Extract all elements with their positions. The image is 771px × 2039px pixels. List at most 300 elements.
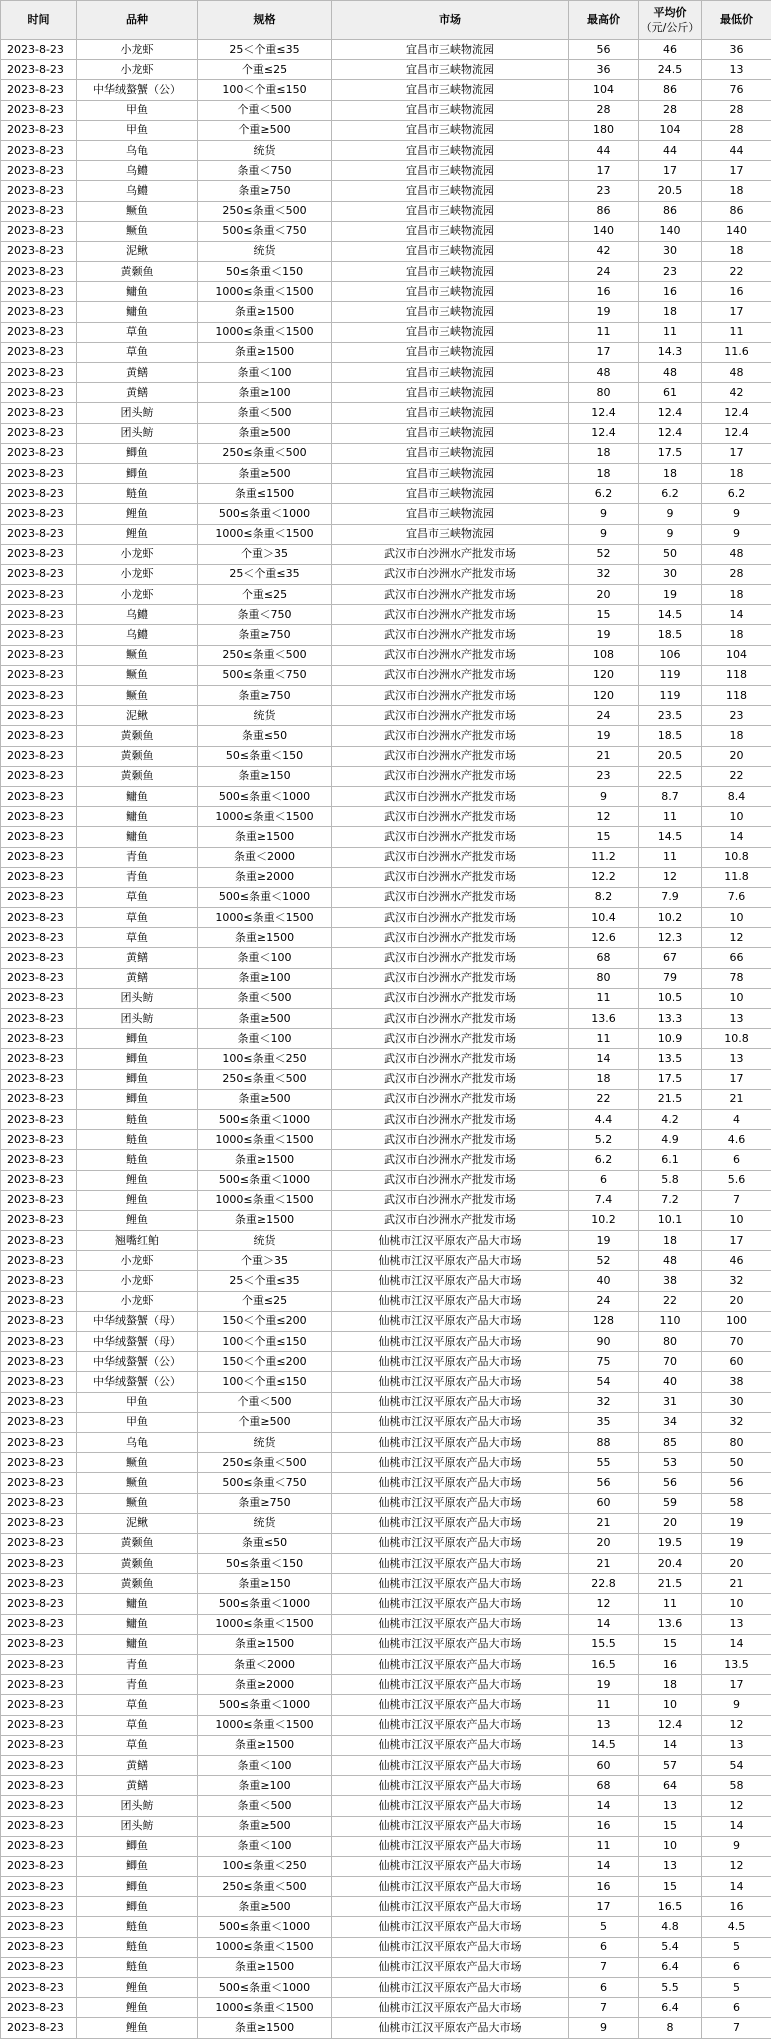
avg-price-cell: 34 bbox=[639, 1412, 702, 1432]
variety-cell: 草鱼 bbox=[77, 928, 198, 948]
avg-price-cell: 12.4 bbox=[639, 1715, 702, 1735]
max-price-cell: 7 bbox=[569, 1957, 639, 1977]
min-price-cell: 48 bbox=[702, 363, 771, 383]
spec-cell: 500≤条重＜750 bbox=[198, 221, 332, 241]
max-price-cell: 4.4 bbox=[569, 1109, 639, 1129]
date-cell: 2023-8-23 bbox=[1, 807, 77, 827]
variety-cell: 小龙虾 bbox=[77, 544, 198, 564]
market-cell: 武汉市白沙洲水产批发市场 bbox=[332, 1109, 569, 1129]
table-row bbox=[1, 524, 771, 544]
variety-cell: 泥鳅 bbox=[77, 241, 198, 261]
max-price-cell: 17 bbox=[569, 161, 639, 181]
spec-cell: 条重≥100 bbox=[198, 968, 332, 988]
avg-price-cell: 106 bbox=[639, 645, 702, 665]
min-price-cell: 76 bbox=[702, 80, 771, 100]
min-price-cell: 12.4 bbox=[702, 423, 771, 443]
max-price-cell: 56 bbox=[569, 40, 639, 60]
min-price-cell: 7.6 bbox=[702, 887, 771, 907]
market-cell: 仙桃市江汉平原农产品大市场 bbox=[332, 1917, 569, 1937]
max-price-cell: 6 bbox=[569, 1937, 639, 1957]
date-cell: 2023-8-23 bbox=[1, 524, 77, 544]
table-row bbox=[1, 1695, 771, 1715]
market-cell: 宜昌市三峡物流园 bbox=[332, 241, 569, 261]
spec-cell: 条重≥500 bbox=[198, 1089, 332, 1109]
variety-cell: 鲫鱼 bbox=[77, 1836, 198, 1856]
min-price-cell: 22 bbox=[702, 262, 771, 282]
date-cell: 2023-8-23 bbox=[1, 1796, 77, 1816]
table-row bbox=[1, 1412, 771, 1432]
market-cell: 仙桃市江汉平原农产品大市场 bbox=[332, 1432, 569, 1452]
variety-cell: 甲鱼 bbox=[77, 100, 198, 120]
date-cell: 2023-8-23 bbox=[1, 403, 77, 423]
market-cell: 武汉市白沙洲水产批发市场 bbox=[332, 645, 569, 665]
market-cell: 仙桃市江汉平原农产品大市场 bbox=[332, 1957, 569, 1977]
spec-cell: 500≤条重＜1000 bbox=[198, 504, 332, 524]
max-price-cell: 16 bbox=[569, 1877, 639, 1897]
avg-price-cell: 13.5 bbox=[639, 1049, 702, 1069]
max-price-cell: 120 bbox=[569, 665, 639, 685]
min-price-cell: 6.2 bbox=[702, 484, 771, 504]
table-row bbox=[1, 1150, 771, 1170]
market-cell: 武汉市白沙洲水产批发市场 bbox=[332, 867, 569, 887]
date-cell: 2023-8-23 bbox=[1, 1856, 77, 1876]
min-price-cell: 4.5 bbox=[702, 1917, 771, 1937]
avg-price-cell: 18.5 bbox=[639, 726, 702, 746]
max-price-cell: 14.5 bbox=[569, 1735, 639, 1755]
min-price-cell: 19 bbox=[702, 1533, 771, 1553]
market-cell: 仙桃市江汉平原农产品大市场 bbox=[332, 1755, 569, 1775]
variety-cell: 黄颡鱼 bbox=[77, 1533, 198, 1553]
min-price-cell: 20 bbox=[702, 1554, 771, 1574]
spec-cell: 统货 bbox=[198, 241, 332, 261]
table-row bbox=[1, 1614, 771, 1634]
header-row bbox=[1, 1, 771, 40]
spec-cell: 条重≥750 bbox=[198, 686, 332, 706]
spec-cell: 条重≥150 bbox=[198, 766, 332, 786]
market-cell: 武汉市白沙洲水产批发市场 bbox=[332, 1029, 569, 1049]
table-row bbox=[1, 484, 771, 504]
max-price-cell: 24 bbox=[569, 262, 639, 282]
max-price-cell: 12.4 bbox=[569, 403, 639, 423]
variety-cell: 中华绒螯蟹（公） bbox=[77, 1352, 198, 1372]
variety-cell: 鲢鱼 bbox=[77, 1917, 198, 1937]
header-avg-label: 平均价 bbox=[654, 6, 687, 19]
table-row bbox=[1, 423, 771, 443]
spec-cell: 1000≤条重＜1500 bbox=[198, 1190, 332, 1210]
market-cell: 仙桃市江汉平原农产品大市场 bbox=[332, 1271, 569, 1291]
market-cell: 宜昌市三峡物流园 bbox=[332, 201, 569, 221]
date-cell: 2023-8-23 bbox=[1, 443, 77, 463]
market-cell: 武汉市白沙洲水产批发市场 bbox=[332, 585, 569, 605]
spec-cell: 25＜个重≤35 bbox=[198, 1271, 332, 1291]
max-price-cell: 16.5 bbox=[569, 1655, 639, 1675]
min-price-cell: 7 bbox=[702, 2018, 771, 2038]
market-cell: 仙桃市江汉平原农产品大市场 bbox=[332, 1533, 569, 1553]
spec-cell: 100≤条重＜250 bbox=[198, 1049, 332, 1069]
spec-cell: 条重＜2000 bbox=[198, 1655, 332, 1675]
table-row bbox=[1, 867, 771, 887]
avg-price-cell: 48 bbox=[639, 1251, 702, 1271]
date-cell: 2023-8-23 bbox=[1, 1170, 77, 1190]
market-cell: 武汉市白沙洲水产批发市场 bbox=[332, 665, 569, 685]
min-price-cell: 21 bbox=[702, 1089, 771, 1109]
date-cell: 2023-8-23 bbox=[1, 181, 77, 201]
max-price-cell: 32 bbox=[569, 1392, 639, 1412]
variety-cell: 青鱼 bbox=[77, 1675, 198, 1695]
date-cell: 2023-8-23 bbox=[1, 161, 77, 181]
min-price-cell: 38 bbox=[702, 1372, 771, 1392]
max-price-cell: 54 bbox=[569, 1372, 639, 1392]
table-row bbox=[1, 827, 771, 847]
spec-cell: 250≤条重＜500 bbox=[198, 1453, 332, 1473]
market-cell: 仙桃市江汉平原农产品大市场 bbox=[332, 1937, 569, 1957]
variety-cell: 乌龟 bbox=[77, 140, 198, 160]
variety-cell: 鳜鱼 bbox=[77, 686, 198, 706]
max-price-cell: 15 bbox=[569, 605, 639, 625]
market-cell: 仙桃市江汉平原农产品大市场 bbox=[332, 1816, 569, 1836]
max-price-cell: 19 bbox=[569, 1675, 639, 1695]
table-row bbox=[1, 1735, 771, 1755]
avg-price-cell: 119 bbox=[639, 686, 702, 706]
avg-price-cell: 10.9 bbox=[639, 1029, 702, 1049]
min-price-cell: 7 bbox=[702, 1190, 771, 1210]
variety-cell: 团头鲂 bbox=[77, 1009, 198, 1029]
date-cell: 2023-8-23 bbox=[1, 1816, 77, 1836]
min-price-cell: 6 bbox=[702, 1150, 771, 1170]
table-row bbox=[1, 1836, 771, 1856]
market-cell: 仙桃市江汉平原农产品大市场 bbox=[332, 1453, 569, 1473]
market-cell: 仙桃市江汉平原农产品大市场 bbox=[332, 1655, 569, 1675]
spec-cell: 500≤条重＜750 bbox=[198, 665, 332, 685]
avg-price-cell: 8.7 bbox=[639, 786, 702, 806]
min-price-cell: 18 bbox=[702, 726, 771, 746]
date-cell: 2023-8-23 bbox=[1, 585, 77, 605]
variety-cell: 青鱼 bbox=[77, 1655, 198, 1675]
market-cell: 武汉市白沙洲水产批发市场 bbox=[332, 948, 569, 968]
table-row bbox=[1, 625, 771, 645]
date-cell: 2023-8-23 bbox=[1, 1210, 77, 1230]
variety-cell: 甲鱼 bbox=[77, 1392, 198, 1412]
max-price-cell: 9 bbox=[569, 504, 639, 524]
variety-cell: 鲤鱼 bbox=[77, 1998, 198, 2018]
market-cell: 仙桃市江汉平原农产品大市场 bbox=[332, 1836, 569, 1856]
min-price-cell: 9 bbox=[702, 1836, 771, 1856]
table-row bbox=[1, 1554, 771, 1574]
spec-cell: 250≤条重＜500 bbox=[198, 443, 332, 463]
spec-cell: 50≤条重＜150 bbox=[198, 1554, 332, 1574]
table-row bbox=[1, 1493, 771, 1513]
spec-cell: 1000≤条重＜1500 bbox=[198, 1130, 332, 1150]
min-price-cell: 28 bbox=[702, 564, 771, 584]
avg-price-cell: 18 bbox=[639, 463, 702, 483]
table-row bbox=[1, 40, 771, 60]
market-cell: 武汉市白沙洲水产批发市场 bbox=[332, 1150, 569, 1170]
table-row bbox=[1, 968, 771, 988]
max-price-cell: 17 bbox=[569, 1897, 639, 1917]
market-cell: 宜昌市三峡物流园 bbox=[332, 423, 569, 443]
min-price-cell: 50 bbox=[702, 1453, 771, 1473]
max-price-cell: 20 bbox=[569, 585, 639, 605]
market-cell: 宜昌市三峡物流园 bbox=[332, 342, 569, 362]
variety-cell: 鲢鱼 bbox=[77, 1957, 198, 1977]
table-row bbox=[1, 706, 771, 726]
table-body bbox=[1, 40, 771, 2039]
max-price-cell: 42 bbox=[569, 241, 639, 261]
variety-cell: 鳙鱼 bbox=[77, 786, 198, 806]
date-cell: 2023-8-23 bbox=[1, 1432, 77, 1452]
table-row bbox=[1, 1311, 771, 1331]
market-cell: 仙桃市江汉平原农产品大市场 bbox=[332, 1412, 569, 1432]
min-price-cell: 10 bbox=[702, 1594, 771, 1614]
max-price-cell: 104 bbox=[569, 80, 639, 100]
spec-cell: 500≤条重＜1000 bbox=[198, 1594, 332, 1614]
date-cell: 2023-8-23 bbox=[1, 988, 77, 1008]
table-row bbox=[1, 1957, 771, 1977]
spec-cell: 条重≥750 bbox=[198, 181, 332, 201]
min-price-cell: 11 bbox=[702, 322, 771, 342]
table-row bbox=[1, 1856, 771, 1876]
avg-price-cell: 48 bbox=[639, 363, 702, 383]
min-price-cell: 10 bbox=[702, 908, 771, 928]
date-cell: 2023-8-23 bbox=[1, 1655, 77, 1675]
max-price-cell: 6 bbox=[569, 1170, 639, 1190]
avg-price-cell: 70 bbox=[639, 1352, 702, 1372]
spec-cell: 条重≥500 bbox=[198, 1009, 332, 1029]
spec-cell: 500≤条重＜1000 bbox=[198, 1170, 332, 1190]
min-price-cell: 17 bbox=[702, 302, 771, 322]
min-price-cell: 23 bbox=[702, 706, 771, 726]
min-price-cell: 44 bbox=[702, 140, 771, 160]
table-row bbox=[1, 282, 771, 302]
header-min-price: 最低价 bbox=[702, 1, 771, 40]
min-price-cell: 5 bbox=[702, 1978, 771, 1998]
avg-price-cell: 6.4 bbox=[639, 1957, 702, 1977]
spec-cell: 个重≤25 bbox=[198, 585, 332, 605]
table-row bbox=[1, 383, 771, 403]
max-price-cell: 19 bbox=[569, 1231, 639, 1251]
market-cell: 宜昌市三峡物流园 bbox=[332, 100, 569, 120]
spec-cell: 条重＜750 bbox=[198, 161, 332, 181]
date-cell: 2023-8-23 bbox=[1, 1594, 77, 1614]
market-cell: 宜昌市三峡物流园 bbox=[332, 363, 569, 383]
avg-price-cell: 30 bbox=[639, 241, 702, 261]
max-price-cell: 22 bbox=[569, 1089, 639, 1109]
date-cell: 2023-8-23 bbox=[1, 1614, 77, 1634]
min-price-cell: 12.4 bbox=[702, 403, 771, 423]
table-row bbox=[1, 1170, 771, 1190]
date-cell: 2023-8-23 bbox=[1, 262, 77, 282]
spec-cell: 条重＜750 bbox=[198, 605, 332, 625]
table-row bbox=[1, 585, 771, 605]
spec-cell: 500≤条重＜1000 bbox=[198, 1695, 332, 1715]
max-price-cell: 36 bbox=[569, 60, 639, 80]
min-price-cell: 18 bbox=[702, 463, 771, 483]
market-cell: 武汉市白沙洲水产批发市场 bbox=[332, 1190, 569, 1210]
spec-cell: 统货 bbox=[198, 1513, 332, 1533]
max-price-cell: 8.2 bbox=[569, 887, 639, 907]
market-cell: 武汉市白沙洲水产批发市场 bbox=[332, 887, 569, 907]
variety-cell: 青鱼 bbox=[77, 867, 198, 887]
spec-cell: 条重≤50 bbox=[198, 1533, 332, 1553]
spec-cell: 条重＜100 bbox=[198, 1029, 332, 1049]
table-row bbox=[1, 1897, 771, 1917]
min-price-cell: 30 bbox=[702, 1392, 771, 1412]
max-price-cell: 16 bbox=[569, 282, 639, 302]
market-cell: 宜昌市三峡物流园 bbox=[332, 322, 569, 342]
variety-cell: 草鱼 bbox=[77, 1695, 198, 1715]
date-cell: 2023-8-23 bbox=[1, 867, 77, 887]
avg-price-cell: 12.3 bbox=[639, 928, 702, 948]
avg-price-cell: 9 bbox=[639, 504, 702, 524]
date-cell: 2023-8-23 bbox=[1, 504, 77, 524]
max-price-cell: 15.5 bbox=[569, 1634, 639, 1654]
max-price-cell: 9 bbox=[569, 786, 639, 806]
table-row bbox=[1, 1271, 771, 1291]
spec-cell: 100＜个重≤150 bbox=[198, 1332, 332, 1352]
avg-price-cell: 12.4 bbox=[639, 423, 702, 443]
spec-cell: 统货 bbox=[198, 1231, 332, 1251]
table-row bbox=[1, 342, 771, 362]
variety-cell: 鲤鱼 bbox=[77, 2018, 198, 2038]
variety-cell: 黄颡鱼 bbox=[77, 766, 198, 786]
spec-cell: 条重≥500 bbox=[198, 423, 332, 443]
spec-cell: 1000≤条重＜1500 bbox=[198, 282, 332, 302]
max-price-cell: 11 bbox=[569, 1695, 639, 1715]
variety-cell: 黄鳝 bbox=[77, 1755, 198, 1775]
market-cell: 仙桃市江汉平原农产品大市场 bbox=[332, 1554, 569, 1574]
variety-cell: 鲫鱼 bbox=[77, 1069, 198, 1089]
max-price-cell: 140 bbox=[569, 221, 639, 241]
min-price-cell: 13 bbox=[702, 1735, 771, 1755]
date-cell: 2023-8-23 bbox=[1, 1453, 77, 1473]
max-price-cell: 23 bbox=[569, 766, 639, 786]
spec-cell: 条重＜100 bbox=[198, 363, 332, 383]
max-price-cell: 14 bbox=[569, 1796, 639, 1816]
min-price-cell: 14 bbox=[702, 1816, 771, 1836]
variety-cell: 鳙鱼 bbox=[77, 827, 198, 847]
spec-cell: 50≤条重＜150 bbox=[198, 262, 332, 282]
variety-cell: 鲢鱼 bbox=[77, 484, 198, 504]
date-cell: 2023-8-23 bbox=[1, 625, 77, 645]
table-row bbox=[1, 1796, 771, 1816]
min-price-cell: 118 bbox=[702, 686, 771, 706]
market-cell: 宜昌市三峡物流园 bbox=[332, 140, 569, 160]
avg-price-cell: 10 bbox=[639, 1836, 702, 1856]
max-price-cell: 21 bbox=[569, 1554, 639, 1574]
market-cell: 仙桃市江汉平原农产品大市场 bbox=[332, 1392, 569, 1412]
max-price-cell: 90 bbox=[569, 1332, 639, 1352]
variety-cell: 鲫鱼 bbox=[77, 1029, 198, 1049]
spec-cell: 条重≥750 bbox=[198, 1493, 332, 1513]
date-cell: 2023-8-23 bbox=[1, 100, 77, 120]
avg-price-cell: 21.5 bbox=[639, 1089, 702, 1109]
market-cell: 武汉市白沙洲水产批发市场 bbox=[332, 786, 569, 806]
avg-price-cell: 110 bbox=[639, 1311, 702, 1331]
avg-price-cell: 31 bbox=[639, 1392, 702, 1412]
variety-cell: 小龙虾 bbox=[77, 1251, 198, 1271]
min-price-cell: 11.8 bbox=[702, 867, 771, 887]
market-cell: 仙桃市江汉平原农产品大市场 bbox=[332, 1877, 569, 1897]
table-row bbox=[1, 181, 771, 201]
spec-cell: 500≤条重＜1000 bbox=[198, 1109, 332, 1129]
date-cell: 2023-8-23 bbox=[1, 120, 77, 140]
avg-price-cell: 20 bbox=[639, 1513, 702, 1533]
variety-cell: 鳙鱼 bbox=[77, 807, 198, 827]
market-cell: 武汉市白沙洲水产批发市场 bbox=[332, 988, 569, 1008]
table-row bbox=[1, 100, 771, 120]
spec-cell: 1000≤条重＜1500 bbox=[198, 807, 332, 827]
min-price-cell: 17 bbox=[702, 1231, 771, 1251]
max-price-cell: 24 bbox=[569, 1291, 639, 1311]
avg-price-cell: 28 bbox=[639, 100, 702, 120]
table-row bbox=[1, 908, 771, 928]
max-price-cell: 10.2 bbox=[569, 1210, 639, 1230]
avg-price-cell: 17 bbox=[639, 161, 702, 181]
market-cell: 宜昌市三峡物流园 bbox=[332, 484, 569, 504]
avg-price-cell: 85 bbox=[639, 1432, 702, 1452]
min-price-cell: 12 bbox=[702, 928, 771, 948]
market-cell: 武汉市白沙洲水产批发市场 bbox=[332, 686, 569, 706]
variety-cell: 小龙虾 bbox=[77, 1271, 198, 1291]
date-cell: 2023-8-23 bbox=[1, 60, 77, 80]
max-price-cell: 7.4 bbox=[569, 1190, 639, 1210]
date-cell: 2023-8-23 bbox=[1, 1271, 77, 1291]
spec-cell: 1000≤条重＜1500 bbox=[198, 1937, 332, 1957]
variety-cell: 黄颡鱼 bbox=[77, 1554, 198, 1574]
variety-cell: 翘嘴红鲌 bbox=[77, 1231, 198, 1251]
max-price-cell: 35 bbox=[569, 1412, 639, 1432]
market-cell: 武汉市白沙洲水产批发市场 bbox=[332, 847, 569, 867]
date-cell: 2023-8-23 bbox=[1, 1937, 77, 1957]
avg-price-cell: 19.5 bbox=[639, 1533, 702, 1553]
max-price-cell: 18 bbox=[569, 443, 639, 463]
min-price-cell: 4 bbox=[702, 1109, 771, 1129]
max-price-cell: 14 bbox=[569, 1856, 639, 1876]
spec-cell: 250≤条重＜500 bbox=[198, 1877, 332, 1897]
max-price-cell: 32 bbox=[569, 564, 639, 584]
date-cell: 2023-8-23 bbox=[1, 1332, 77, 1352]
variety-cell: 青鱼 bbox=[77, 847, 198, 867]
table-row bbox=[1, 807, 771, 827]
market-cell: 宜昌市三峡物流园 bbox=[332, 443, 569, 463]
variety-cell: 小龙虾 bbox=[77, 40, 198, 60]
avg-price-cell: 11 bbox=[639, 322, 702, 342]
variety-cell: 黄鳝 bbox=[77, 363, 198, 383]
market-cell: 仙桃市江汉平原农产品大市场 bbox=[332, 1796, 569, 1816]
spec-cell: 100＜个重≤150 bbox=[198, 1372, 332, 1392]
table-row bbox=[1, 1715, 771, 1735]
variety-cell: 团头鲂 bbox=[77, 1796, 198, 1816]
market-cell: 宜昌市三峡物流园 bbox=[332, 60, 569, 80]
min-price-cell: 14 bbox=[702, 1877, 771, 1897]
market-cell: 武汉市白沙洲水产批发市场 bbox=[332, 968, 569, 988]
avg-price-cell: 10.5 bbox=[639, 988, 702, 1008]
min-price-cell: 5 bbox=[702, 1937, 771, 1957]
table-row bbox=[1, 1655, 771, 1675]
spec-cell: 条重≥1500 bbox=[198, 2018, 332, 2038]
min-price-cell: 13 bbox=[702, 60, 771, 80]
date-cell: 2023-8-23 bbox=[1, 928, 77, 948]
avg-price-cell: 14.5 bbox=[639, 605, 702, 625]
table-row bbox=[1, 1453, 771, 1473]
market-cell: 仙桃市江汉平原农产品大市场 bbox=[332, 1695, 569, 1715]
min-price-cell: 20 bbox=[702, 746, 771, 766]
market-cell: 仙桃市江汉平原农产品大市场 bbox=[332, 2018, 569, 2038]
date-cell: 2023-8-23 bbox=[1, 363, 77, 383]
min-price-cell: 18 bbox=[702, 241, 771, 261]
avg-price-cell: 16 bbox=[639, 1655, 702, 1675]
min-price-cell: 28 bbox=[702, 100, 771, 120]
